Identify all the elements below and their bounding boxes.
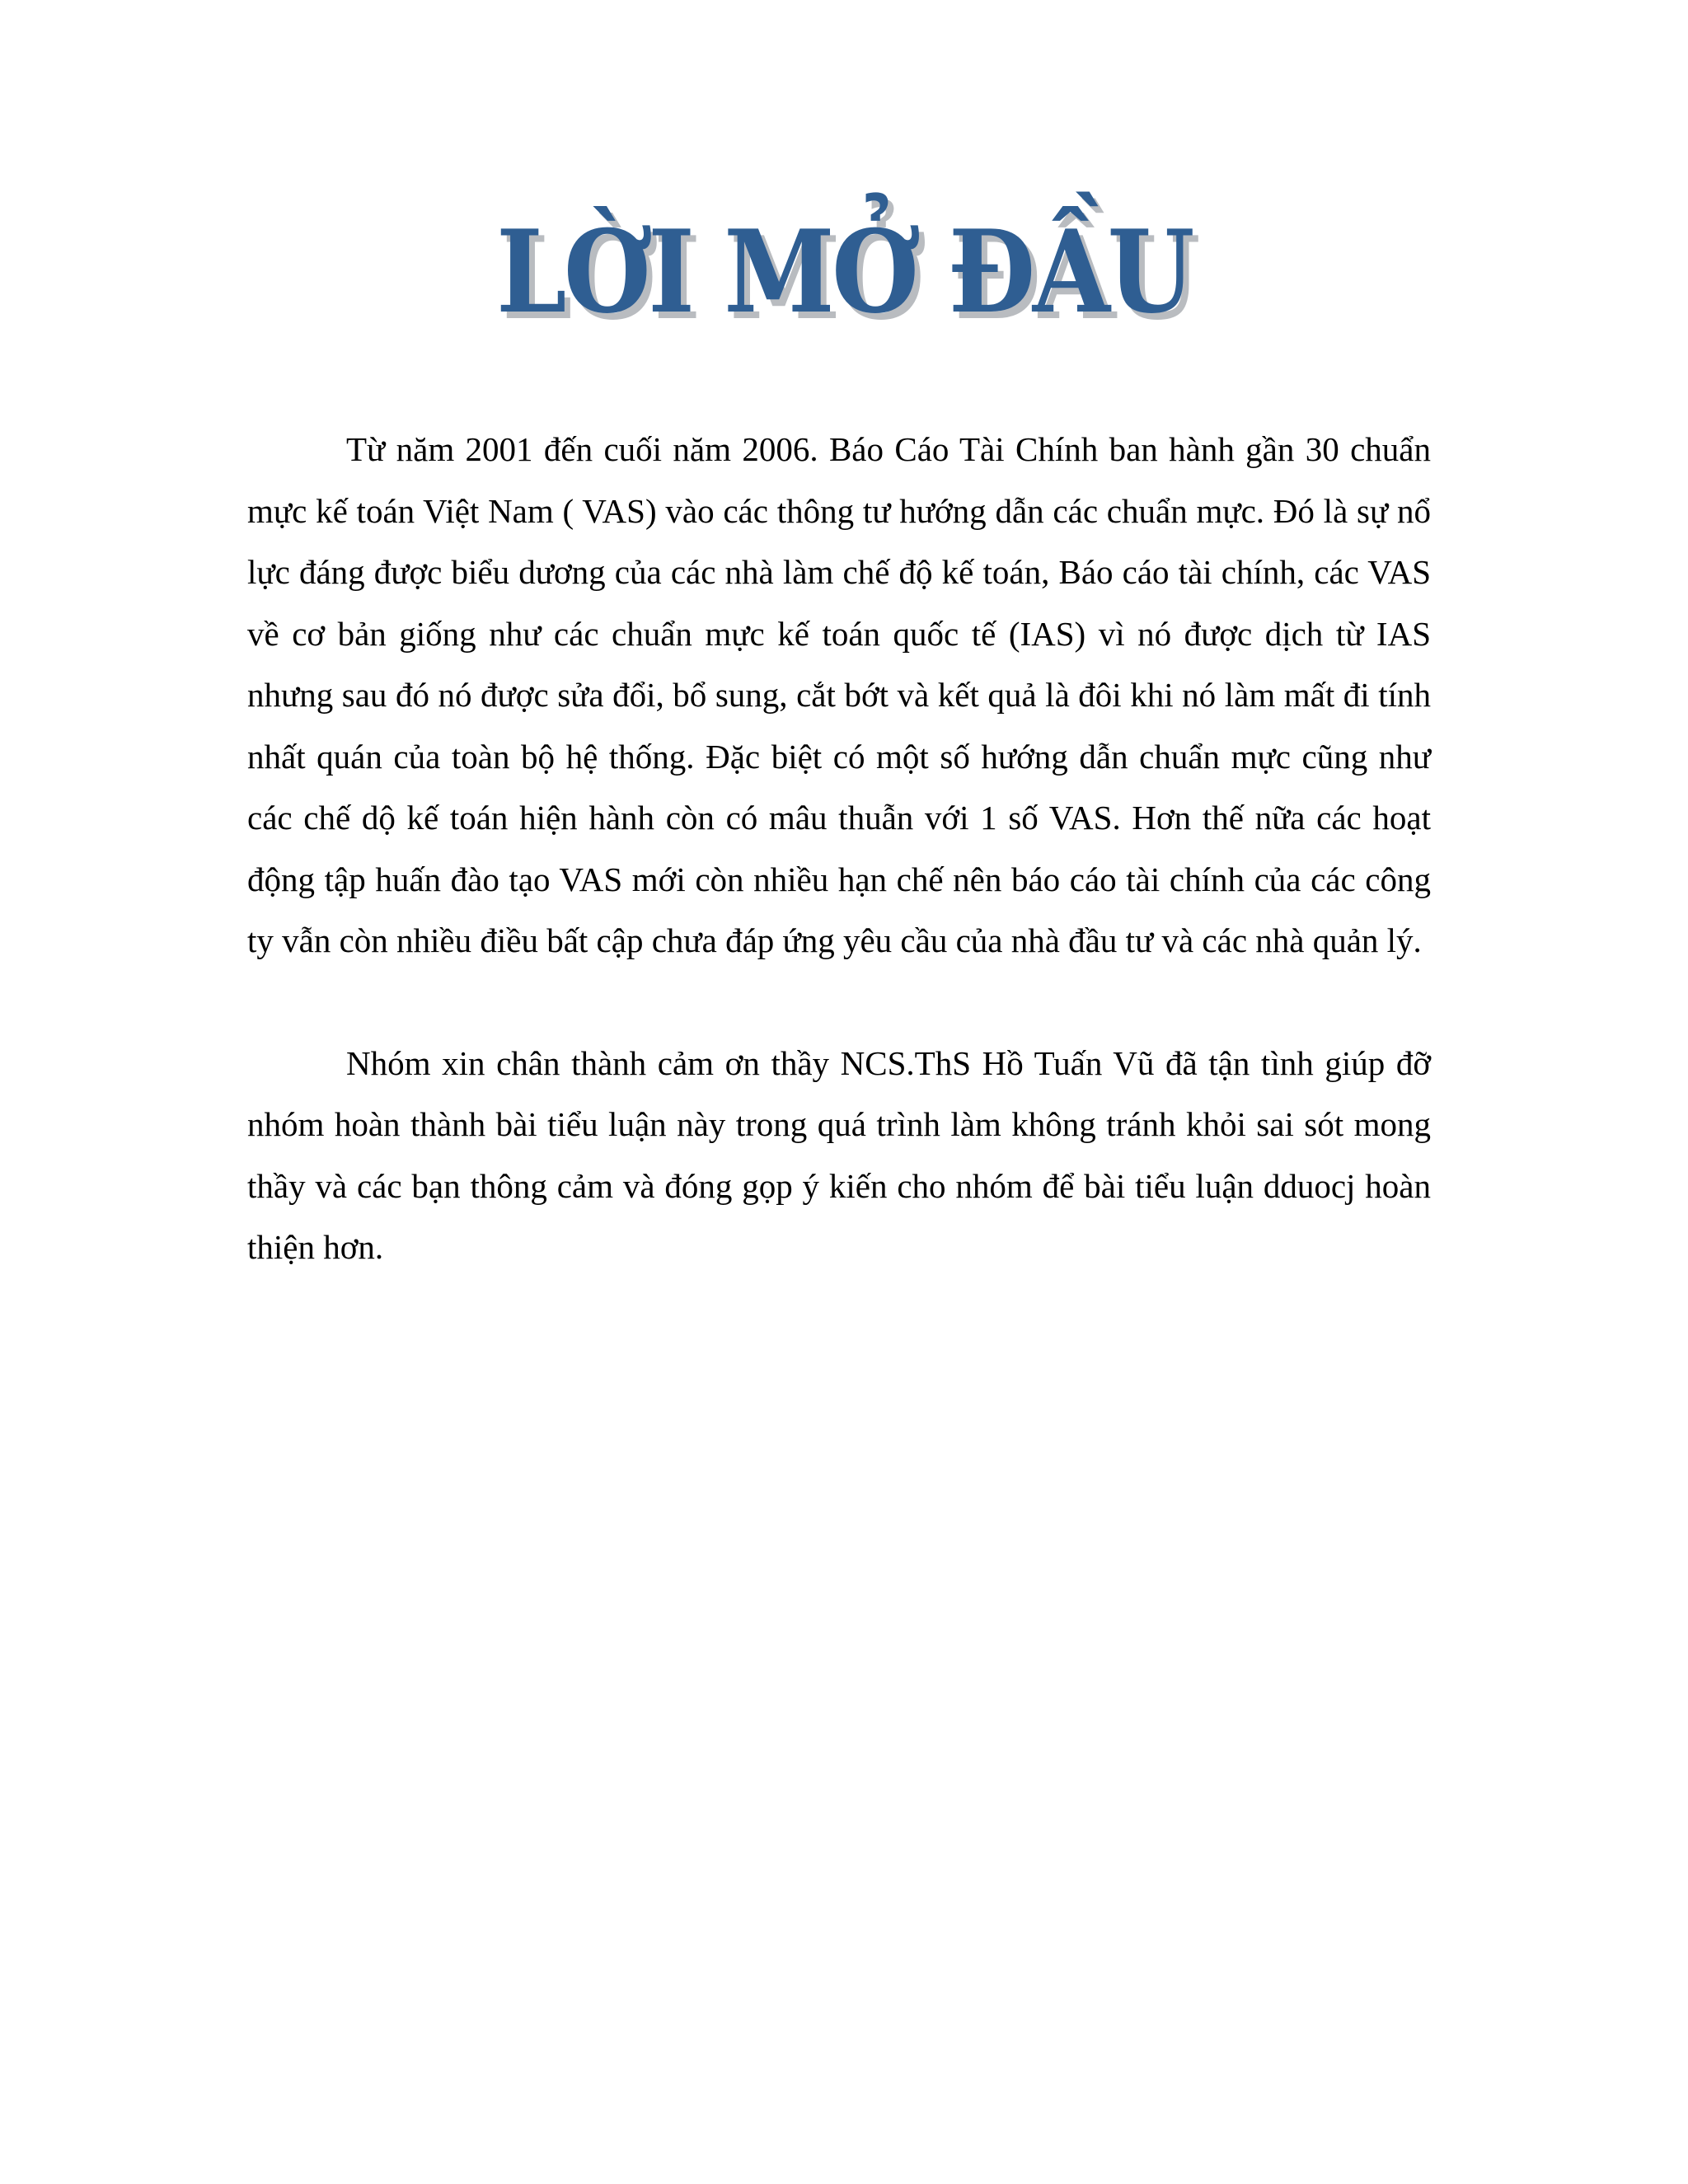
paragraph-intro: Từ năm 2001 đến cuối năm 2006. Báo Cáo Tài Chính ban hành gần 30 chuẩn mực kế toán Việt Nam ( VAS) vào các thông tư hướng dẫn các chuẩn mực. Đó là sự nổ lực đáng được biểu dương của các nhà làm chế độ kế toán, Báo cáo tài chính, các VAS về cơ bản giống như các chuẩn mực kế toán quốc tế (IAS) vì nó được dịch từ IAS nhưng sau đó nó được sửa đổi, bổ sung, cắt bớt và kết quả là đôi khi nó làm mất đi tính nhất quán của toàn bộ hệ thống. Đặc biệt có một số hướng dẫn chuẩn mực cũng như các chế dộ kế toán hiện hành còn có mâu thuẫn với 1 số VAS. Hơn thế nữa các hoạt động tập huấn đào tạo VAS mới còn nhiều hạn chế nên báo cáo tài chính của các công ty vẫn còn nhiều điều bất cập chưa đáp ứng yêu cầu của nhà đầu tư và các nhà quản lý. — [247, 430, 1431, 959]
paragraph-acknowledgement: Nhóm xin chân thành cảm ơn thầy NCS.ThS Hồ Tuấn Vũ đã tận tình giúp đỡ nhóm hoàn thành bài tiểu luận này trong quá trình làm không tránh khỏi sai sót mong thầy và các bạn thông cảm và đóng gọp ý kiến cho nhóm để bài tiểu luận dduocj hoàn thiện hơn. — [247, 1043, 1431, 1266]
document-body — [247, 419, 1431, 1278]
page-title: LỜI MỞ ĐẦU — [496, 204, 1192, 339]
